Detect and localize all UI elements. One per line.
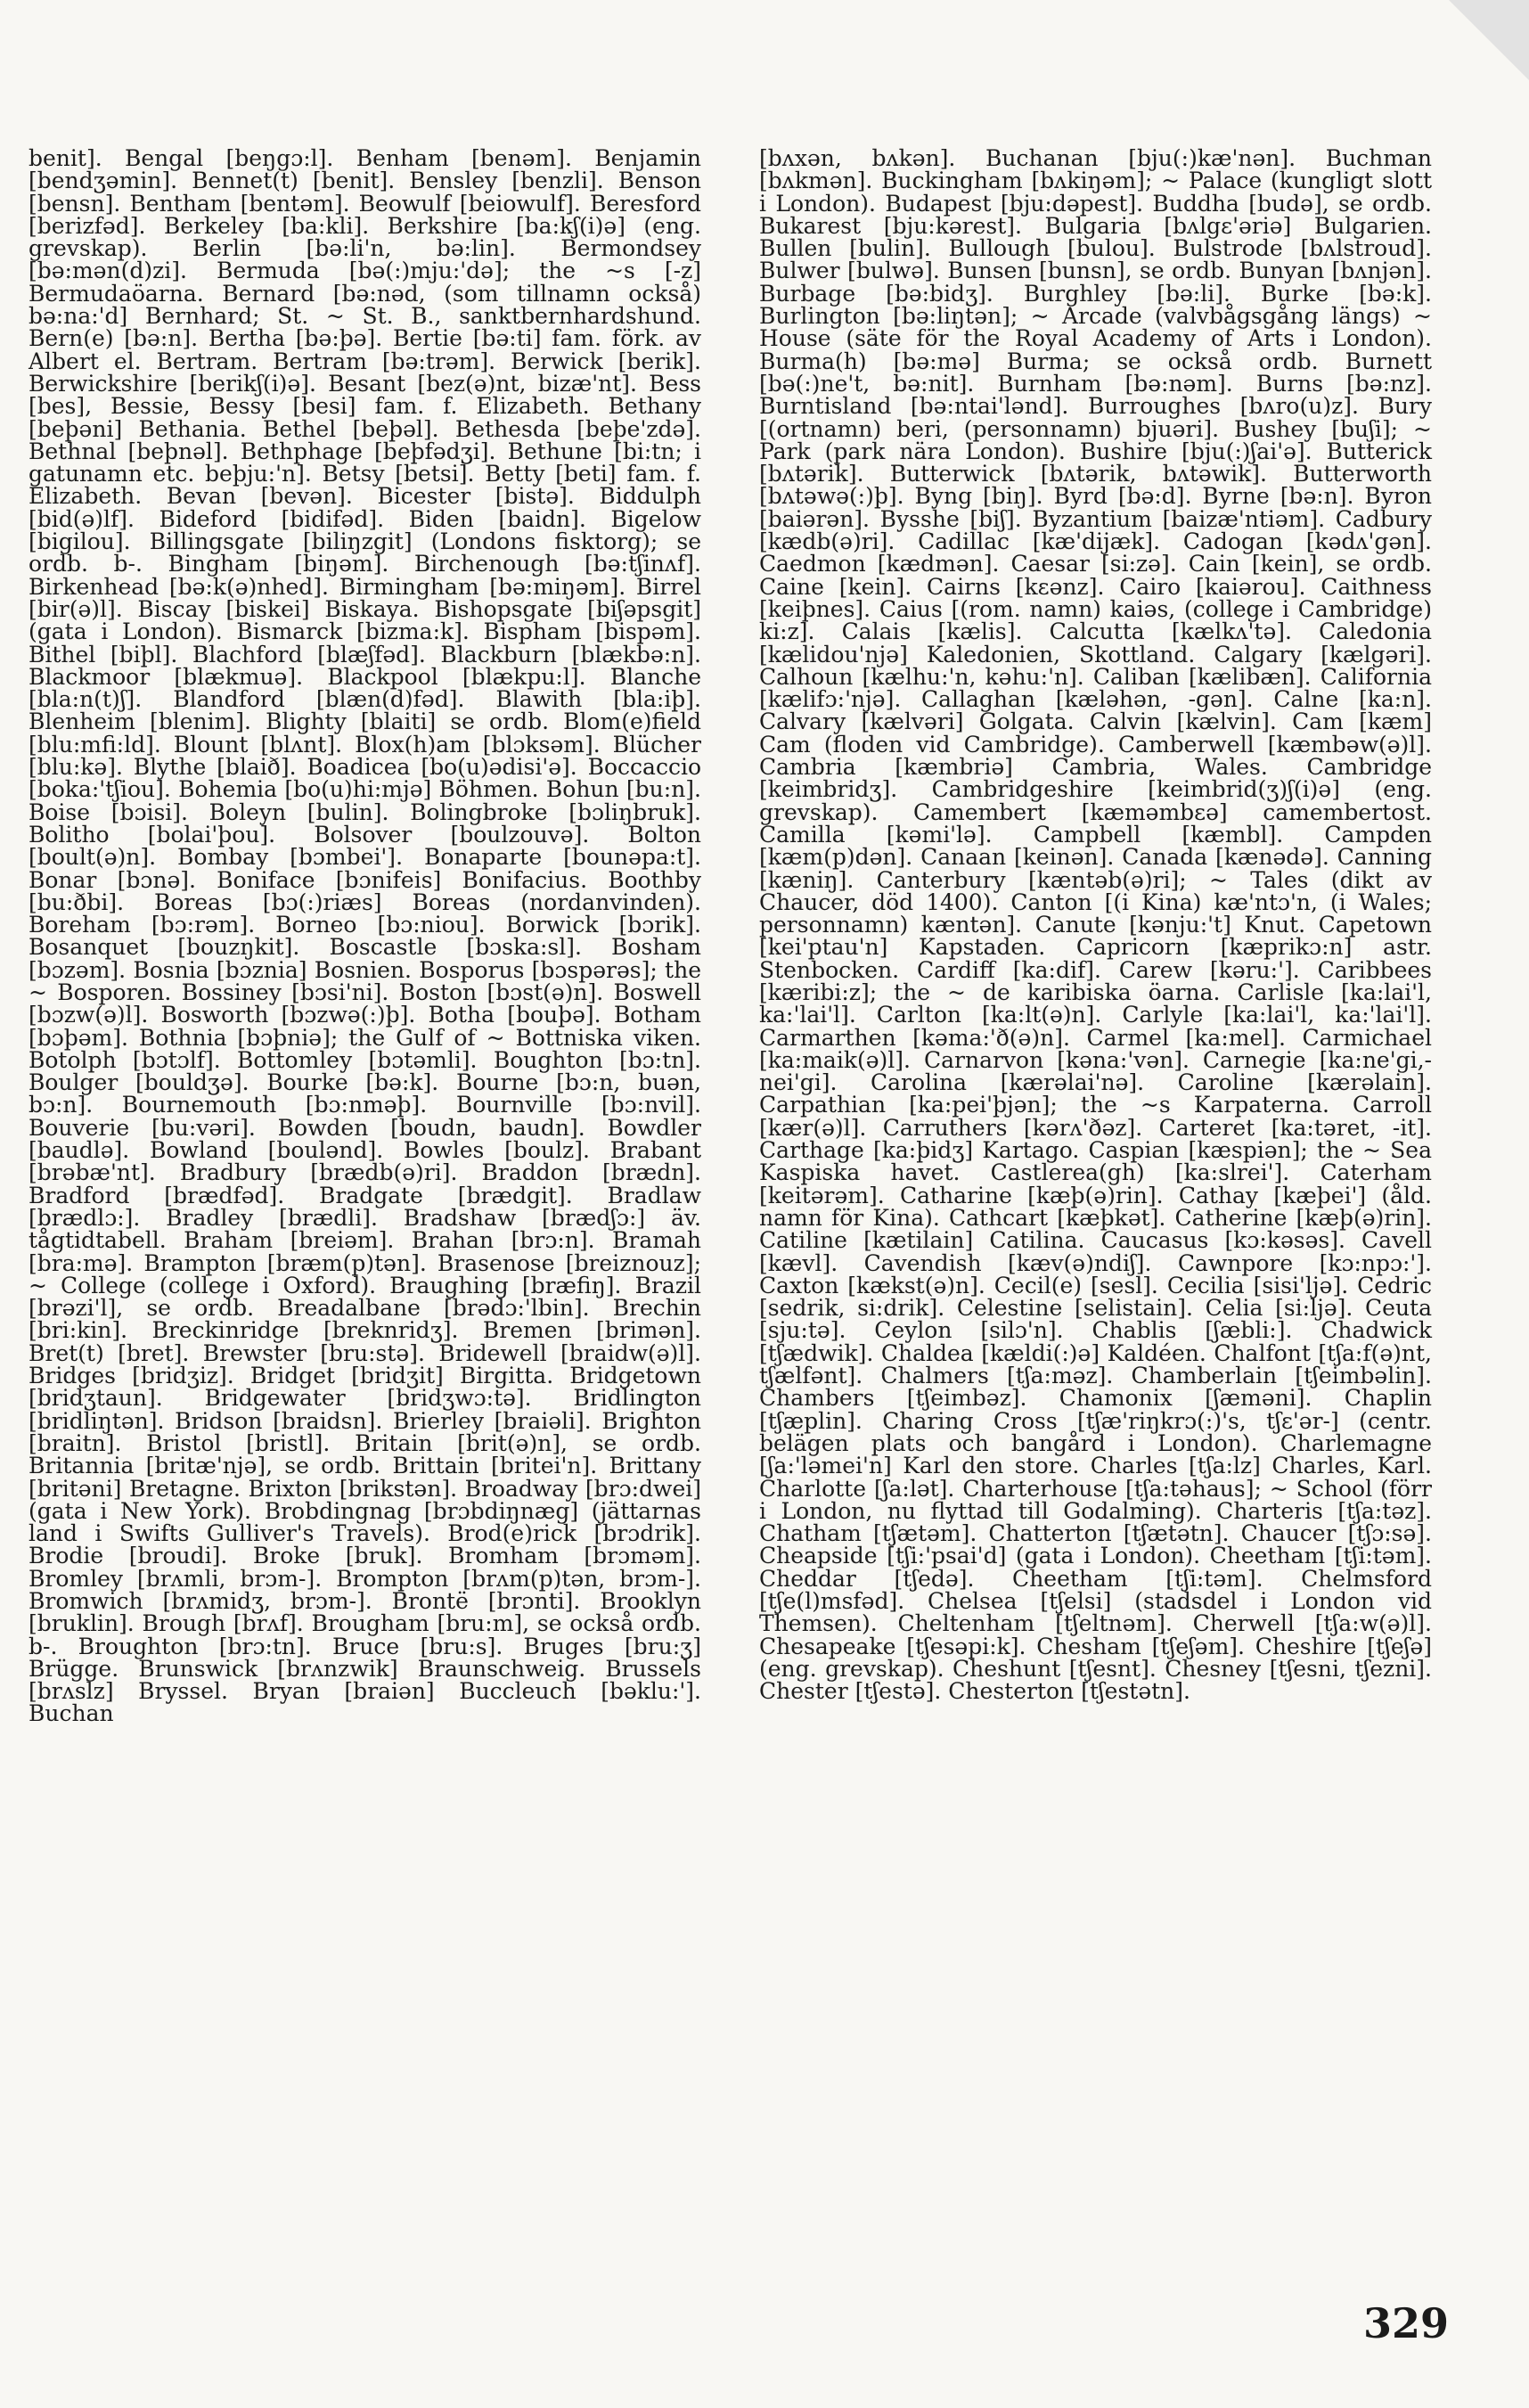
right-column — [759, 145, 1432, 1705]
page-corner-fold — [1449, 0, 1529, 80]
left-column — [29, 147, 701, 1725]
right-column-text: [bʌxən, bʌkən]. Buchanan [bju(:)kæ'nən]. Buchman [bʌkmən]. Buckingham [bʌkiŋəm]; ~ Palace (kungligt slott i London). Budapest [bju:dəpest]. Buddha [budə], se ordb. Bukarest [bju:kərest]. Bulgaria [bʌlgɛ'əriə] Bulgarien. Bullen [bulin]. Bullough [bulou]. Bulstrode [bʌlstroud]. Bulwer [bulwə]. Bunsen [bunsn], se ordb. Bunyan [bʌnjən]. Burbage [bə:bidʒ]. Burghley [bə:li]. Burke [bə:k]. Burlington [bə:liŋtən]; ~ Arcade (valvbågsgång längs) ~ House (säte för the Royal Academy of Arts i London). Burma(h) [bə:mə] Burma; se också ordb. Burnett [bə(:)ne't, bə:nit]. Burnham [bə:nəm]. Burns [bə:nz]. Burntisland [bə:ntai'lənd]. Burroughes [bʌro(u)z]. Bury [(ortnamn) beri, (personnamn) bjuəri]. Bushey [buʃi]; ~ Park (park nära London). Bushire [bju(:)ʃai'ə]. Butterick [bʌtərik]. Butterwick [bʌtərik, bʌtəwik]. Butterworth [bʌtəwə(:)þ]. Byng [biŋ]. Byrd [bə:d]. Byrne [bə:n]. Byron [baiərən]. Bysshe [biʃ]. Byzantium [baizæ'ntiəm]. Cadbury [kædb(ə)ri]. Cadillac [kæ'dijæk]. Cadogan [kədʌ'gən]. Caedmon [kædmən]. Caesar [si:zə]. Cain [kein], se ordb. Caine [kein]. Cairns [kɛənz]. Cairo [kaiərou]. Caithness [keiþnes]. Caius [(rom. namn) kaiəs, (college i Cambridge) ki:z]. Calais [kælis]. Calcutta [kælkʌ'tə]. Caledonia [kælidou'njə] Kaledonien, Skottland. Calgary [kælgəri]. Calhoun [kælhu:'n, kəhu:'n]. Caliban [kælibæn]. California [kælifɔ:'njə]. Callaghan [kæləhən, -gən]. Calne [ka:n]. Calvary [kælvəri] Golgata. Calvin [kælvin]. Cam [kæm] Cam (floden vid Cambridge). Camberwell [kæmbəw(ə)l]. Cambria [kæmbriə] Cambria, Wales. Cambridge [keimbridʒ]. Cambridgeshire [keimbrid(ʒ)ʃ(i)ə] (eng. grevskap). Camembert [kæməmbɛə] camembertost. Camilla [kəmi'lə]. Campbell [kæmbl]. Campden [kæm(p)dən]. Canaan [keinən]. Canada [kænədə]. Canning [kæniŋ]. Canterbury [kæntəb(ə)ri]; ~ Tales (dikt av Chaucer, död 1400). Canton [(i Kina) kæ'ntɔ'n, (i Wales; personnamn) kæntən]. Canute [kənju:'t] Knut. Capetown [kei'ptau'n] Kapstaden. Capricorn [kæprikɔ:n] astr. Stenbocken. Cardiff [ka:dif]. Carew [kəru:']. Caribbees [kæribi:z]; the ~ de karibiska öarna. Carlisle [ka:lai'l, ka:'lai'l]. Carlton [ka:lt(ə)n]. Carlyle [ka:lai'l, ka:'lai'l]. Carmarthen [kəma:'ð(ə)n]. Carmel [ka:mel]. Carmichael [ka:maik(ə)l]. Carnarvon [kəna:'vən]. Carnegie [ka:ne'gi,-nei'gi]. Carolina [kærəlai'nə]. Caroline [kærəlain]. Carpathian [ka:pei'þjən]; the ~s Karpaterna. Carroll [kær(ə)l]. Carruthers [kərʌ'ðəz]. Carteret [ka:təret, -it]. Carthage [ka:þidʒ] Kartago. Caspian [kæspiən]; the ~ Sea Kaspiska havet. Castlerea(gh) [ka:slrei']. Caterham [keitərəm]. Catharine [kæþ(ə)rin]. Cathay [kæþei'] (åld. namn för Kina). Cathcart [kæþkət]. Catherine [kæþ(ə)rin]. Catiline [kætilain] Catilina. Caucasus [kɔ:kəsəs]. Cavell [kævl]. Cavendish [kæv(ə)ndiʃ]. Cawnpore [kɔ:npɔ:']. Caxton [kækst(ə)n]. Cecil(e) [sesl]. Cecilia [sisi'ljə]. Cedric [sedrik, si:drik]. Celestine [selistain]. Celia [si:ljə]. Ceuta [sju:tə]. Ceylon [silɔ'n]. Chablis [ʃæbli:]. Chadwick [tʃædwik]. Chaldea [kældi(:)ə] Kaldéen. Chalfont [tʃa:f(ə)nt, tʃælfənt]. Chalmers [tʃa:məz]. Chamberlain [tʃeimbəlin]. Chambers [tʃeimbəz]. Chamonix [ʃæməni]. Chaplin [tʃæplin]. Charing Cross [tʃæ'riŋkrɔ(:)'s, tʃɛ'ər-] (centr. belägen plats och bangård i London). Charlemagne [ʃa:'ləmei'n] Karl den store. Charles [tʃa:lz] Charles, Karl. Charlotte [ʃa:lət]. Charterhouse [tʃa:təhaus]; ~ School (förr i London, nu flyttad till Godalming). Charteris [tʃa:təz]. Chatham [tʃætəm]. Chatterton [tʃætətn]. Chaucer [tʃɔ:sə]. Cheapside [tʃi:'psai'd] (gata i London). Cheetham [tʃi:təm]. Cheddar [tʃedə]. Cheetham [tʃi:təm]. Chelmsford [tʃe(l)msfəd]. Chelsea [tʃelsi] (stadsdel i London vid Themsen). Cheltenham [tʃeltnəm]. Cherwell [tʃa:w(ə)l]. Chesapeake [tʃesəpi:k]. Chesham [tʃeʃəm]. Cheshire [tʃeʃə] (eng. grevskap). Cheshunt [tʃesnt]. Chesney [tʃesni, tʃezni]. Chester [tʃestə]. Chesterton [tʃestətn]. — [759, 145, 1432, 1705]
left-column-text: benit]. Bengal [beŋgɔ:l]. Benham [benəm]. Benjamin [bendʒəmin]. Bennet(t) [benit]. Bensley [benzli]. Benson [bensn]. Bentham [bentəm]. Beowulf [beiowulf]. Beresford [berizfəd]. Berkeley [ba:kli]. Berkshire [ba:kʃ(i)ə] (eng. grevskap). Berlin [bə:li'n, bə:lin]. Bermondsey [bə:mən(d)zi]. Bermuda [bə(:)mju:'də]; the ~s [-z] Bermudaöarna. Bernard [bə:nəd, (som tillnamn också) bə:na:'d] Bernhard; St. ~ St. B., sanktbernhardshund. Bern(e) [bə:n]. Bertha [bə:þə]. Bertie [bə:ti] fam. förk. av Albert el. Bertram. Bertram [bə:trəm]. Berwick [berik]. Berwickshire [berikʃ(i)ə]. Besant [bez(ə)nt, bizæ'nt]. Bess [bes], Bessie, Bessy [besi] fam. f. Elizabeth. Bethany [beþəni] Bethania. Bethel [beþəl]. Bethesda [beþe'zdə]. Bethnal [beþnəl]. Bethphage [beþfədʒi]. Bethune [bi:tn; i gatunamn etc. beþju:'n]. Betsy [betsi]. Betty [beti] fam. f. Elizabeth. Bevan [bevən]. Bicester [bistə]. Biddulph [bid(ə)lf]. Bideford [bidifəd]. Biden [baidn]. Bigelow [bigilou]. Billingsgate [biliŋzgit] (Londons fisktorg); se ordb. b-. Bingham [biŋəm]. Birchenough [bə:tʃinʌf]. Birkenhead [bə:k(ə)nhed]. Birmingham [bə:miŋəm]. Birrel [bir(ə)l]. Biscay [biskei] Biskaya. Bishopsgate [biʃəpsgit] (gata i London). Bismarck [bizma:k]. Bispham [bispəm]. Bithel [biþl]. Blachford [blæʃfəd]. Blackburn [blækbə:n]. Blackmoor [blækmuə]. Blackpool [blækpu:l]. Blanche [bla:n(t)ʃ]. Blandford [blæn(d)fəd]. Blawith [bla:iþ]. Blenheim [blenim]. Blighty [blaiti] se ordb. Blom(e)field [blu:mfi:ld]. Blount [blʌnt]. Blox(h)am [blɔksəm]. Blücher [blu:kə]. Blythe [blaið]. Boadicea [bo(u)ədisi'ə]. Boccaccio [boka:'tʃiou]. Bohemia [bo(u)hi:mjə] Böhmen. Bohun [bu:n]. Boise [bɔisi]. Boleyn [bulin]. Bolingbroke [bɔliŋbruk]. Bolitho [bolai'þou]. Bolsover [boulzouvə]. Bolton [boult(ə)n]. Bombay [bɔmbei']. Bonaparte [bounəpa:t]. Bonar [bɔnə]. Boniface [bɔnifeis] Bonifacius. Boothby [bu:ðbi]. Boreas [bɔ(:)riæs] Boreas (nordanvinden). Boreham [bɔ:rəm]. Borneo [bɔ:niou]. Borwick [bɔrik]. Bosanquet [bouzŋkit]. Boscastle [bɔska:sl]. Bosham [bɔzəm]. Bosnia [bɔznia] Bosnien. Bosporus [bɔspərəs]; the ~ Bosporen. Bossiney [bɔsi'ni]. Boston [bɔst(ə)n]. Boswell [bɔzw(ə)l]. Bosworth [bɔzwə(:)þ]. Botha [bouþə]. Botham [bɔþəm]. Bothnia [bɔþniə]; the Gulf of ~ Bottniska viken. Botolph [bɔtɔlf]. Bottomley [bɔtəmli]. Boughton [bɔ:tn]. Boulger [bouldʒə]. Bourke [bə:k]. Bourne [bɔ:n, buən, bɔ:n]. Bournemouth [bɔ:nməþ]. Bournville [bɔ:nvil]. Bouverie [bu:vəri]. Bowden [boudn, baudn]. Bowdler [baudlə]. Bowland [boulənd]. Bowles [boulz]. Brabant [brəbæ'nt]. Bradbury [brædb(ə)ri]. Braddon [brædn]. Bradford [brædfəd]. Bradgate [brædgit]. Bradlaw [brædlɔ:]. Bradley [brædli]. Bradshaw [brædʃɔ:] äv. tågtidtabell. Braham [breiəm]. Brahan [brɔ:n]. Bramah [bra:mə]. Brampton [bræm(p)tən]. Brasenose [breiznouz]; ~ College (college i Oxford). Braughing [bræfiŋ]. Brazil [brəzi'l], se ordb. Breadalbane [brədɔ:'lbin]. Brechin [bri:kin]. Breckinridge [breknridʒ]. Bremen [brimən]. Bret(t) [bret]. Brewster [bru:stə]. Bridewell [braidw(ə)l]. Bridges [bridʒiz]. Bridget [bridʒit] Birgitta. Bridgetown [bridʒtaun]. Bridgewater [bridʒwɔ:tə]. Bridlington [bridliŋtən]. Bridson [braidsn]. Brierley [braiəli]. Brighton [braitn]. Bristol [bristl]. Britain [brit(ə)n], se ordb. Britannia [britæ'njə], se ordb. Brittain [britei'n]. Brittany [britəni] Bretagne. Brixton [brikstən]. Broadway [brɔ:dwei] (gata i New York). Brobdingnag [brɔbdiŋnæg] (jättarnas land i Swifts Gulliver's Travels). Brod(e)rick [brɔdrik]. Brodie [broudi]. Broke [bruk]. Bromham [brɔməm]. Bromley [brʌmli, brɔm-]. Brompton [brʌm(p)tən, brɔm-]. Bromwich [brʌmidʒ, brɔm-]. Brontë [brɔnti]. Brooklyn [bruklin]. Brough [brʌf]. Brougham [bru:m], se också ordb. b-. Broughton [brɔ:tn]. Bruce [bru:s]. Bruges [bru:ʒ] Brügge. Brunswick [brʌnzwik] Braunschweig. Brussels [brʌslz] Bryssel. Bryan [braiən] Buccleuch [bəklu:']. Buchan — [29, 145, 701, 1727]
page-number: 329 — [1363, 2299, 1450, 2347]
